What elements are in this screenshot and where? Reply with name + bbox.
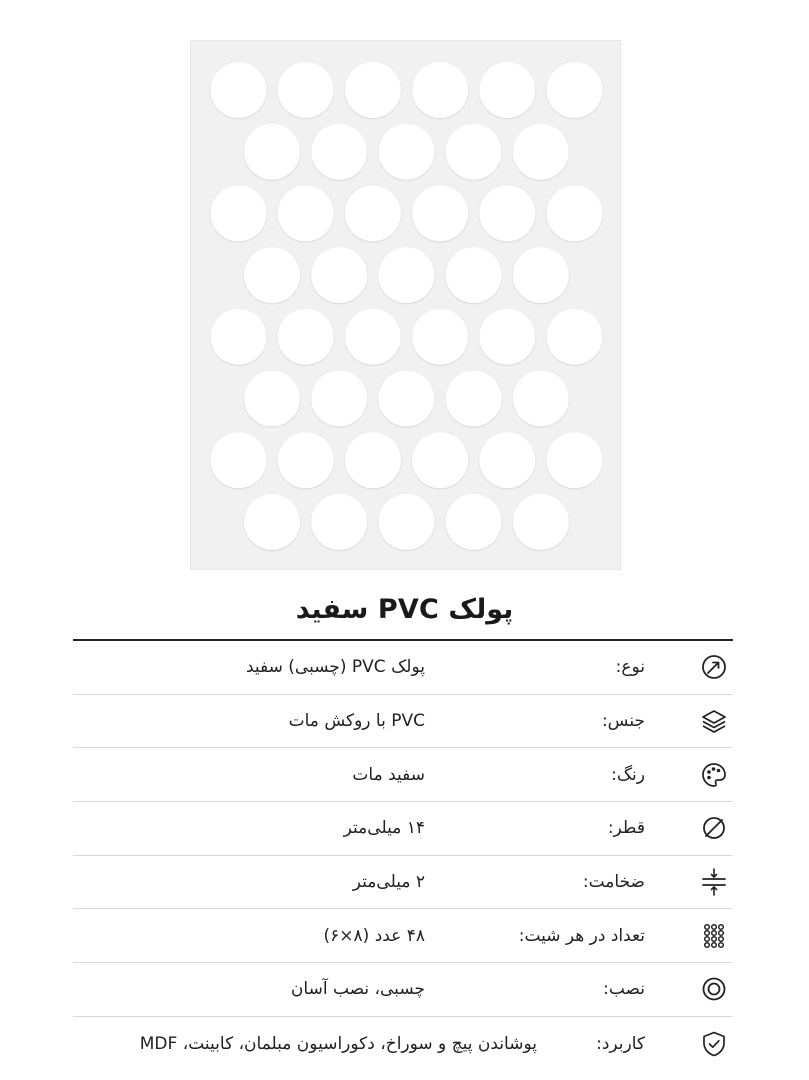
sticker-dot	[345, 185, 401, 241]
sticker-dot	[412, 185, 468, 241]
sticker-dot	[278, 62, 334, 118]
sticker-dot	[513, 494, 569, 550]
sticker-dot	[479, 62, 535, 118]
sticker-dot	[345, 432, 401, 488]
sticker-dot	[378, 371, 434, 427]
sticker-dot	[311, 247, 367, 303]
sticker-sheet-image	[190, 40, 621, 570]
diameter-icon	[699, 813, 729, 843]
spec-value: پوشاندن پیچ و سوراخ، دکوراسیون مبلمان، کابینت، MDF	[139, 1033, 537, 1054]
sticker-dot	[311, 124, 367, 180]
spec-label: نصب:	[603, 979, 645, 1000]
spec-value: پولک PVC (چسبی) سفید	[245, 657, 425, 678]
spec-label: جنس:	[601, 711, 645, 732]
sticker-dot	[378, 494, 434, 550]
spec-row-color	[73, 748, 733, 802]
sticker-dot	[412, 432, 468, 488]
spec-label: قطر:	[607, 818, 645, 839]
sticker-dot	[211, 432, 267, 488]
sticker-dot	[446, 247, 502, 303]
sticker-dot	[547, 432, 603, 488]
sticker-dot	[446, 124, 502, 180]
sticker-dot	[547, 309, 603, 365]
sticker-dot	[244, 494, 300, 550]
sticker-dot	[211, 185, 267, 241]
sticker-dot	[547, 185, 603, 241]
spec-row-quantity	[73, 909, 733, 963]
sticker-dot	[278, 309, 334, 365]
sticker-dot	[244, 124, 300, 180]
shield-check-icon	[699, 1029, 729, 1059]
spec-value: ۱۴ میلی‌متر	[343, 818, 425, 839]
spec-label: کاربرد:	[596, 1033, 645, 1054]
sticker-dot	[378, 247, 434, 303]
sticker-dot	[211, 309, 267, 365]
sticker-dot	[345, 62, 401, 118]
ring-icon	[699, 974, 729, 1004]
sticker-dot	[547, 62, 603, 118]
product-title: پولک PVC سفید	[295, 594, 514, 625]
sticker-dot	[345, 309, 401, 365]
spec-label: ضخامت:	[582, 872, 645, 893]
sticker-dot	[479, 432, 535, 488]
sticker-dot	[311, 371, 367, 427]
spec-row-usage	[73, 1017, 733, 1071]
sticker-dot	[479, 309, 535, 365]
sticker-dot	[211, 62, 267, 118]
thickness-icon	[699, 867, 729, 897]
spec-row-thickness	[73, 856, 733, 910]
spec-value: ۴۸ عدد (۸×۶)	[323, 925, 425, 946]
spec-value: سفید مات	[352, 764, 425, 785]
tag-type-icon	[699, 652, 729, 682]
sticker-dot	[311, 494, 367, 550]
sticker-dot	[244, 247, 300, 303]
spec-row-type	[73, 641, 733, 695]
dot-grid-icon	[699, 921, 729, 951]
sticker-dot	[278, 432, 334, 488]
sticker-dot	[412, 309, 468, 365]
palette-icon	[699, 760, 729, 790]
sticker-dot	[278, 185, 334, 241]
sticker-dot	[513, 247, 569, 303]
spec-value: ۲ میلی‌متر	[352, 872, 425, 893]
sticker-dot	[446, 371, 502, 427]
sticker-dot	[244, 371, 300, 427]
spec-label: رنگ:	[611, 764, 645, 785]
sticker-dot	[513, 124, 569, 180]
spec-row-material	[73, 695, 733, 749]
sticker-dot	[479, 185, 535, 241]
sticker-dot	[378, 124, 434, 180]
spec-row-diameter	[73, 802, 733, 856]
sticker-dot	[446, 494, 502, 550]
spec-label: تعداد در هر شیت:	[518, 925, 645, 946]
spec-label: نوع:	[615, 657, 645, 678]
sticker-dot	[513, 371, 569, 427]
spec-row-install	[73, 963, 733, 1017]
spec-value: PVC با روکش مات	[288, 711, 425, 732]
spec-value: چسبی، نصب آسان	[290, 979, 425, 1000]
layers-icon	[699, 706, 729, 736]
spec-table	[73, 641, 733, 1071]
sticker-dot	[412, 62, 468, 118]
sticker-sheet-drawing	[190, 40, 621, 570]
